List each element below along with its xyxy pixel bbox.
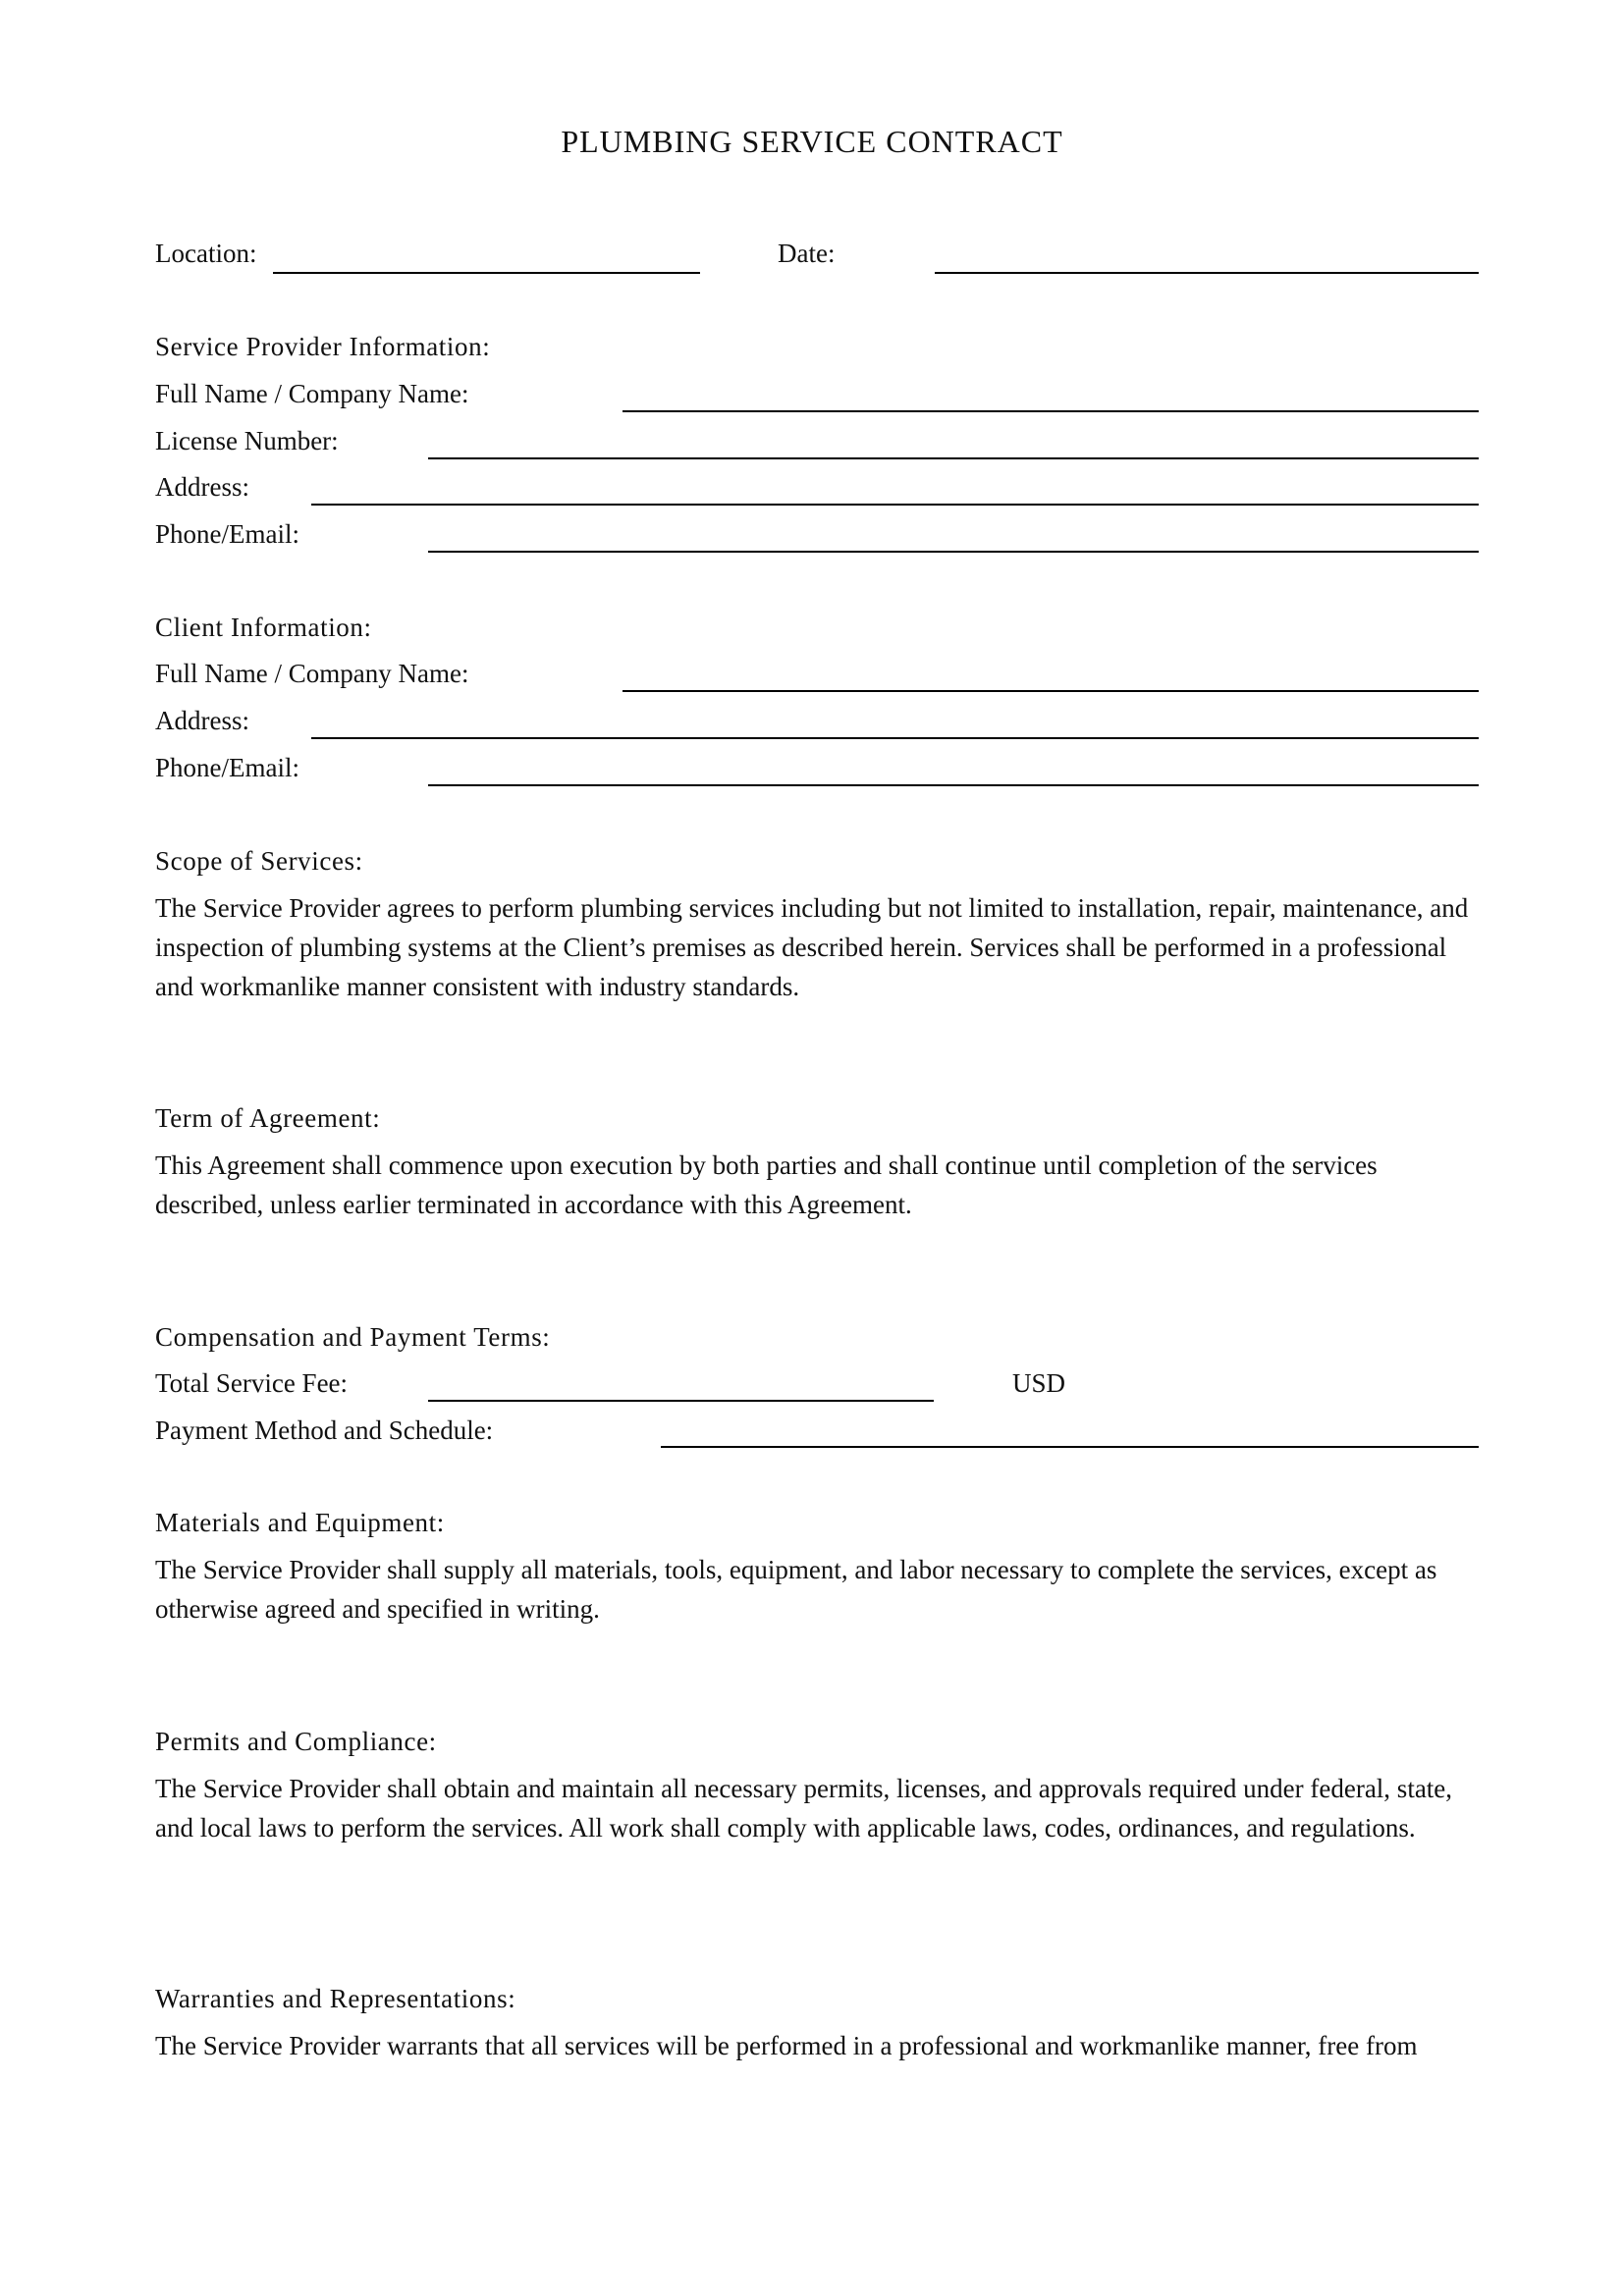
service-provider-heading: Service Provider Information: (155, 332, 491, 361)
provider-full-name-field[interactable] (623, 410, 1479, 412)
currency-label: USD (1012, 1368, 1066, 1398)
permits-text: The Service Provider shall obtain and maintain all necessary permits, licenses, and approvals required under federal, state, and local laws to perform the services. All work shall comply with applicable laws, codes, ordinances, and regulations. (155, 1774, 1453, 1842)
compensation-heading: Compensation and Payment Terms: (155, 1322, 551, 1352)
provider-full-name-label: Full Name / Company Name: (155, 379, 469, 408)
client-phone-email-label: Phone/Email: (155, 753, 299, 782)
location-field[interactable] (273, 272, 700, 274)
date-label: Date: (778, 239, 836, 268)
client-address-field[interactable] (311, 737, 1479, 739)
warranties-heading: Warranties and Representations: (155, 1984, 516, 2013)
materials-text: The Service Provider shall supply all materials, tools, equipment, and labor necessary to complete the services, except as otherwise agreed and specified in writing. (155, 1555, 1437, 1624)
materials-heading: Materials and Equipment: (155, 1508, 445, 1537)
total-fee-field[interactable] (428, 1400, 934, 1402)
client-full-name-field[interactable] (623, 690, 1479, 692)
provider-phone-email-label: Phone/Email: (155, 519, 299, 549)
provider-license-field[interactable] (428, 457, 1479, 459)
location-label: Location: (155, 239, 257, 268)
total-fee-label: Total Service Fee: (155, 1368, 349, 1398)
client-phone-email-field[interactable] (428, 784, 1479, 786)
warranties-text: The Service Provider warrants that all services will be performed in a professional and workmanlike manner, free from (155, 2031, 1418, 2060)
term-text: This Agreement shall commence upon execution by both parties and shall continue until completion of the services described, unless earlier terminated in accordance with this Agreement. (155, 1150, 1378, 1219)
payment-method-label: Payment Method and Schedule: (155, 1415, 494, 1445)
client-full-name-label: Full Name / Company Name: (155, 659, 469, 688)
provider-phone-email-field[interactable] (428, 551, 1479, 553)
permits-heading: Permits and Compliance: (155, 1727, 437, 1756)
scope-text: The Service Provider agrees to perform plumbing services including but not limited to installation, repair, maintenance, and inspection of plumbing systems at the Client’s premises as described herein. Services shall be performed in a professional and workmanlike manner consistent with industry standards. (155, 893, 1469, 1001)
term-heading: Term of Agreement: (155, 1103, 381, 1133)
provider-address-label: Address: (155, 472, 249, 502)
scope-heading: Scope of Services: (155, 846, 363, 876)
date-field[interactable] (935, 272, 1479, 274)
document-title: PLUMBING SERVICE CONTRACT (561, 124, 1063, 159)
client-heading: Client Information: (155, 613, 372, 642)
provider-address-field[interactable] (311, 504, 1479, 506)
provider-license-label: License Number: (155, 426, 339, 455)
client-address-label: Address: (155, 706, 249, 735)
payment-method-field[interactable] (661, 1446, 1479, 1448)
